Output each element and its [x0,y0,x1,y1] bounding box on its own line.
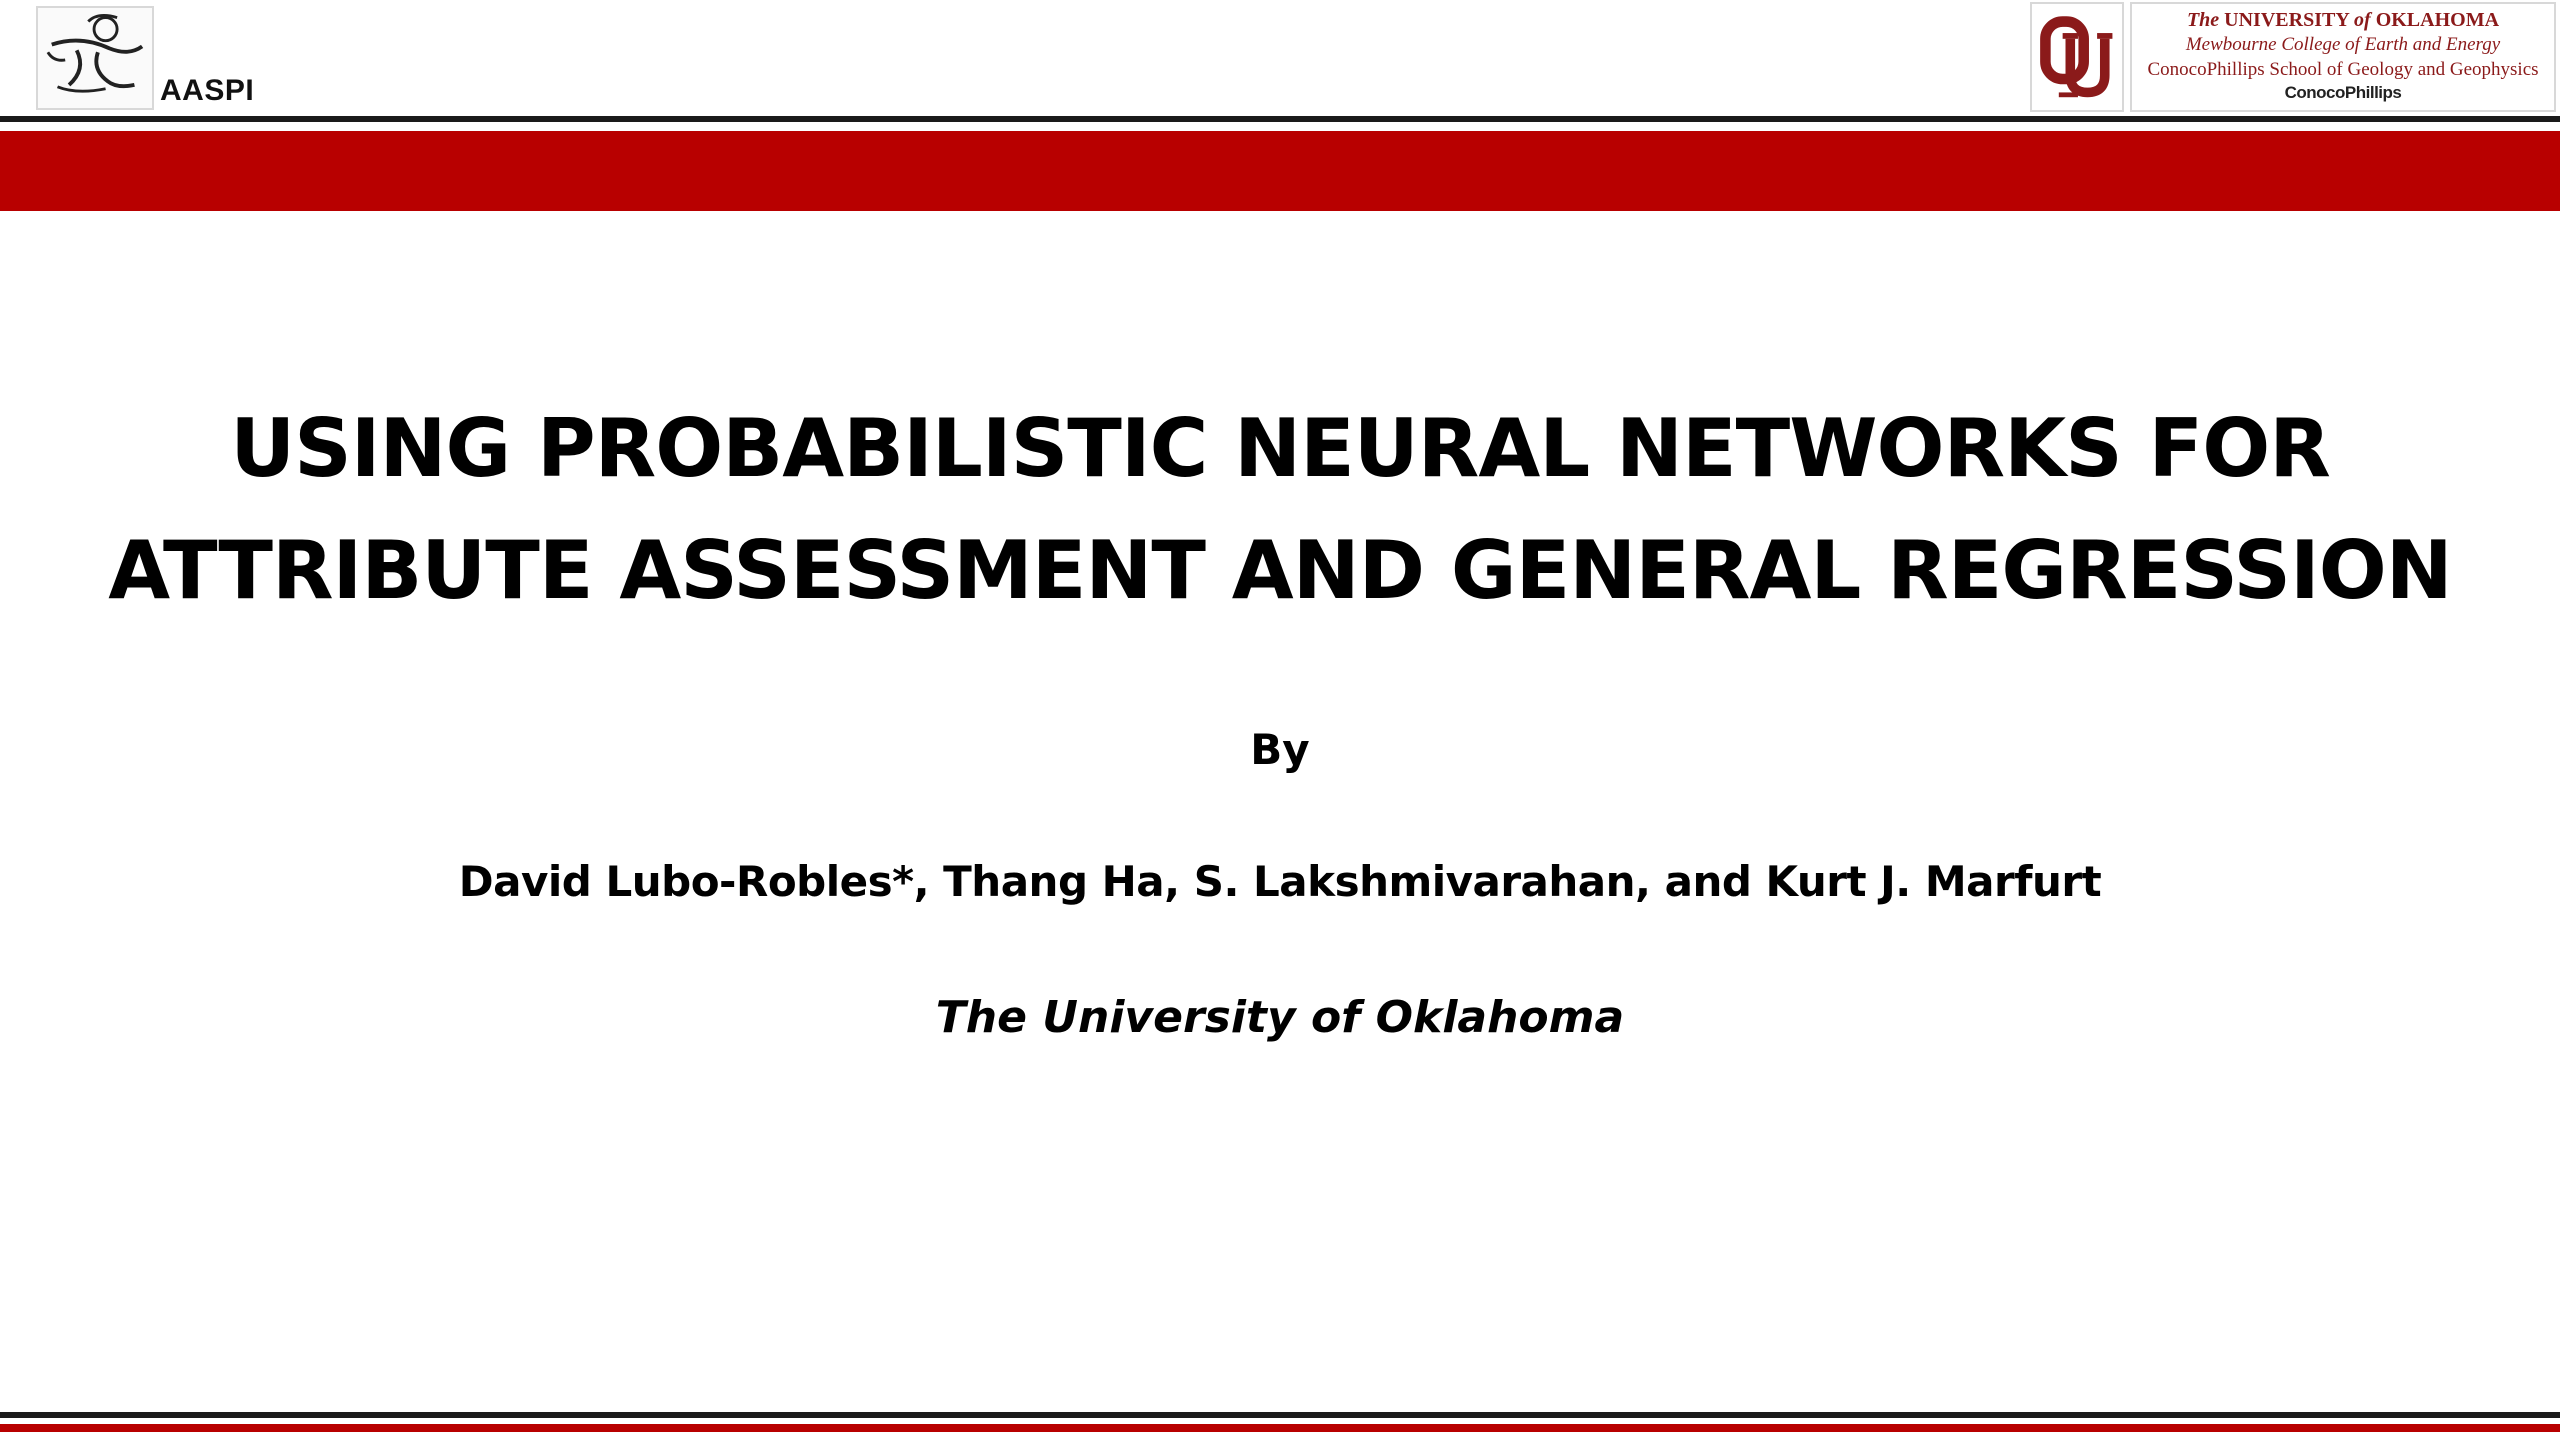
header-divider [0,116,2560,122]
school-name: ConocoPhillips School of Geology and Geophysics [2147,59,2539,80]
university-of: of [2354,9,2371,31]
by-label: By [1250,725,1310,774]
affiliation: The University of Oklahoma [935,992,1625,1043]
university-prefix: The [2186,9,2220,31]
university-name [2132,8,2554,32]
title-line-1: USING PROBABILISTIC NEURAL NETWORKS FOR [230,402,2330,495]
author-list: David Lubo-Robles*, Thang Ha, S. Lakshmivarahan, and Kurt J. Marfurt [458,857,2102,906]
aaspi-label: AASPI [160,74,255,107]
footer-divider [0,1412,2560,1418]
title-line-2: ATTRIBUTE ASSESSMENT AND GENERAL REGRESSION [108,524,2452,617]
footer-red-rule [0,1424,2560,1432]
aaspi-logo-icon [36,6,154,110]
university-wordmark [2130,2,2556,112]
ou-logo-icon [2030,2,2124,112]
slide-header [0,0,2560,116]
university-suffix: OKLAHOMA [2375,9,2500,31]
header-red-band [0,131,2560,211]
slide-title [80,388,2480,632]
college-name: Mewbourne College of Earth and Energy [2185,34,2501,55]
sponsor-logo: ConocoPhillips [2284,83,2402,102]
university-main: UNIVERSITY [2224,9,2350,31]
